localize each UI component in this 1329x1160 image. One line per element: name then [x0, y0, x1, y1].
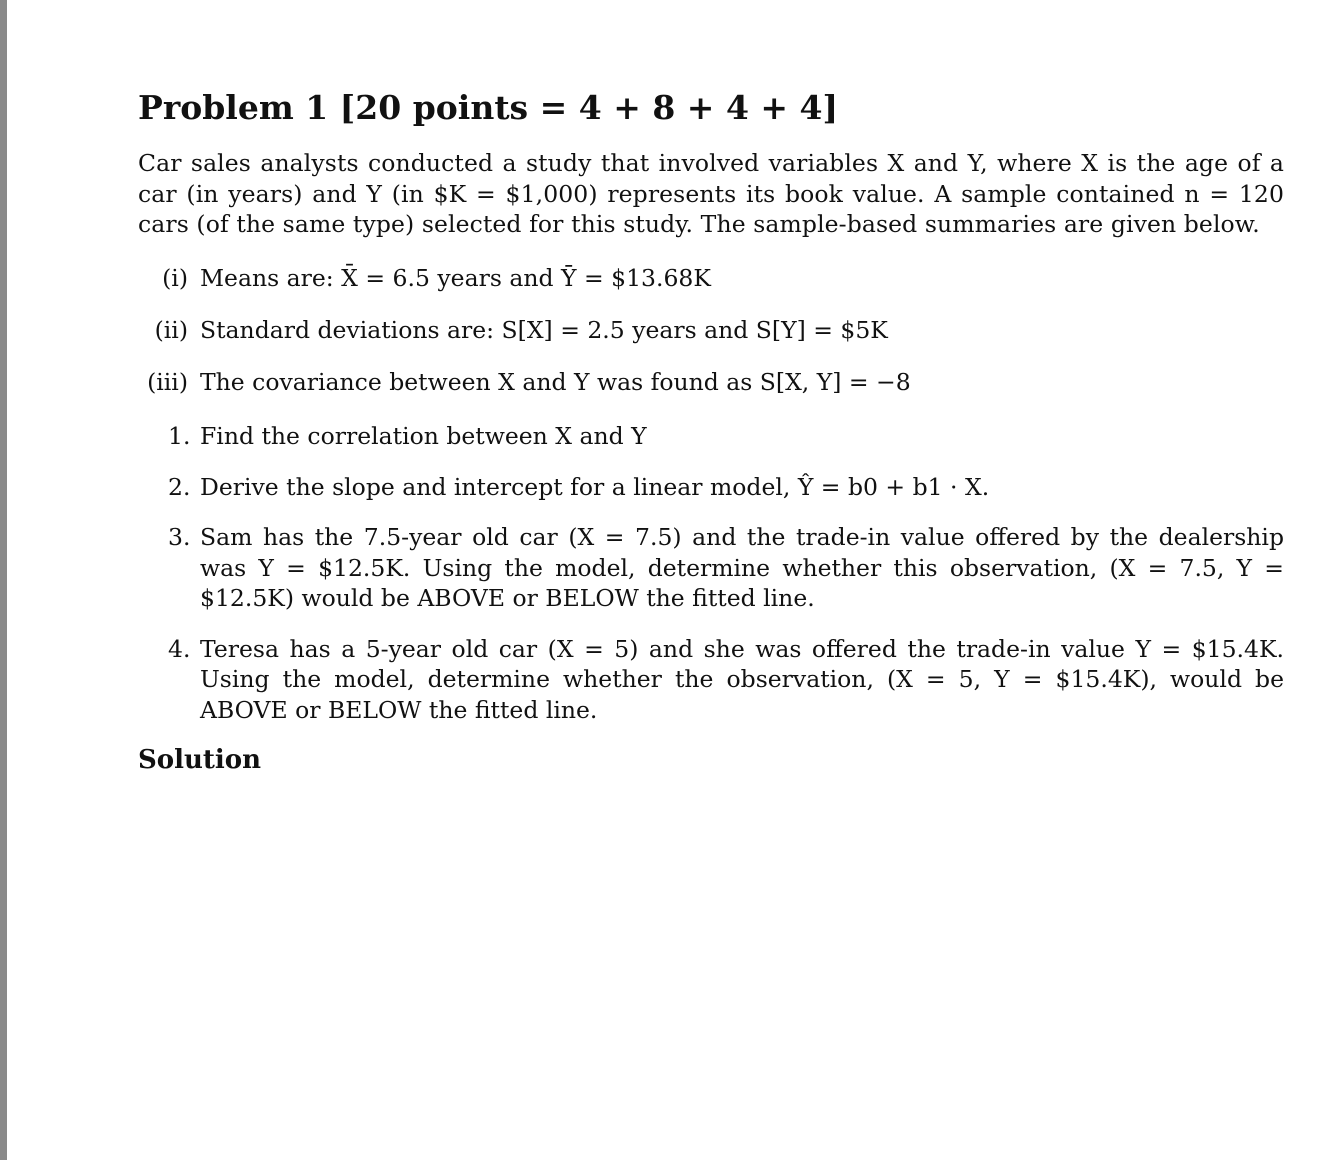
task-number: 2.: [168, 472, 191, 501]
task-number: 3.: [168, 523, 191, 551]
task-list: [138, 421, 1284, 725]
summary-list: [138, 263, 1284, 419]
left-edge-bar: [0, 0, 7, 1160]
summary-text: Means are: X̄ = 6.5 years and Ȳ = $13.68K: [200, 264, 711, 292]
summary-item-covariance: [138, 367, 1284, 419]
task-text: Find the correlation between X and Y: [200, 422, 647, 450]
summary-number: (ii): [154, 316, 188, 344]
summary-item-means: [138, 263, 1284, 315]
summary-text: Standard deviations are: S[X] = 2.5 years and S[Y] = $5K: [200, 316, 888, 344]
problem-title: Problem 1 [20 points = 4 + 8 + 4 + 4]: [138, 88, 839, 127]
task-text: Sam has the 7.5-year old car (X = 7.5) and the trade-in value offered by the dealership was Y = $12.5K. Using the model, determine whether this observation, (X = 7.5, Y = $12.5K) would be ABOVE or BELOW the fitted line.: [200, 523, 1284, 612]
summary-item-std-devs: [138, 315, 1284, 367]
task-number: 1.: [168, 422, 191, 450]
summary-number: (iii): [147, 368, 188, 396]
task-item-4: [138, 634, 1284, 726]
problem-intro: Car sales analysts conducted a study that involved variables X and Y, where X is the age of a car (in years) and Y (in $K = $1,000) represents its book value. A sample contained n = 120 cars (of the same type) selected for this study. The sample-based summaries are given below.: [138, 149, 1284, 238]
document-page: [138, 86, 1284, 775]
task-text: Derive the slope and intercept for a linear model, Ŷ = b0 + b1 · X.: [200, 472, 990, 501]
task-item-3: [138, 522, 1284, 614]
task-number: 4.: [168, 634, 191, 663]
task-item-2: [138, 472, 1284, 503]
summary-text: The covariance between X and Y was found as S[X, Y] = −8: [200, 368, 911, 396]
summary-number: (i): [162, 264, 188, 292]
task-item-1: [138, 421, 1284, 452]
task-text: Teresa has a 5-year old car (X = 5) and she was offered the trade-in value Y = $15.4K. Using the model, determine whether the observation, (X = 5, Y = $15.4K), would be ABOVE or BELOW the fitted line.: [200, 634, 1284, 724]
solution-heading: Solution: [138, 745, 262, 775]
